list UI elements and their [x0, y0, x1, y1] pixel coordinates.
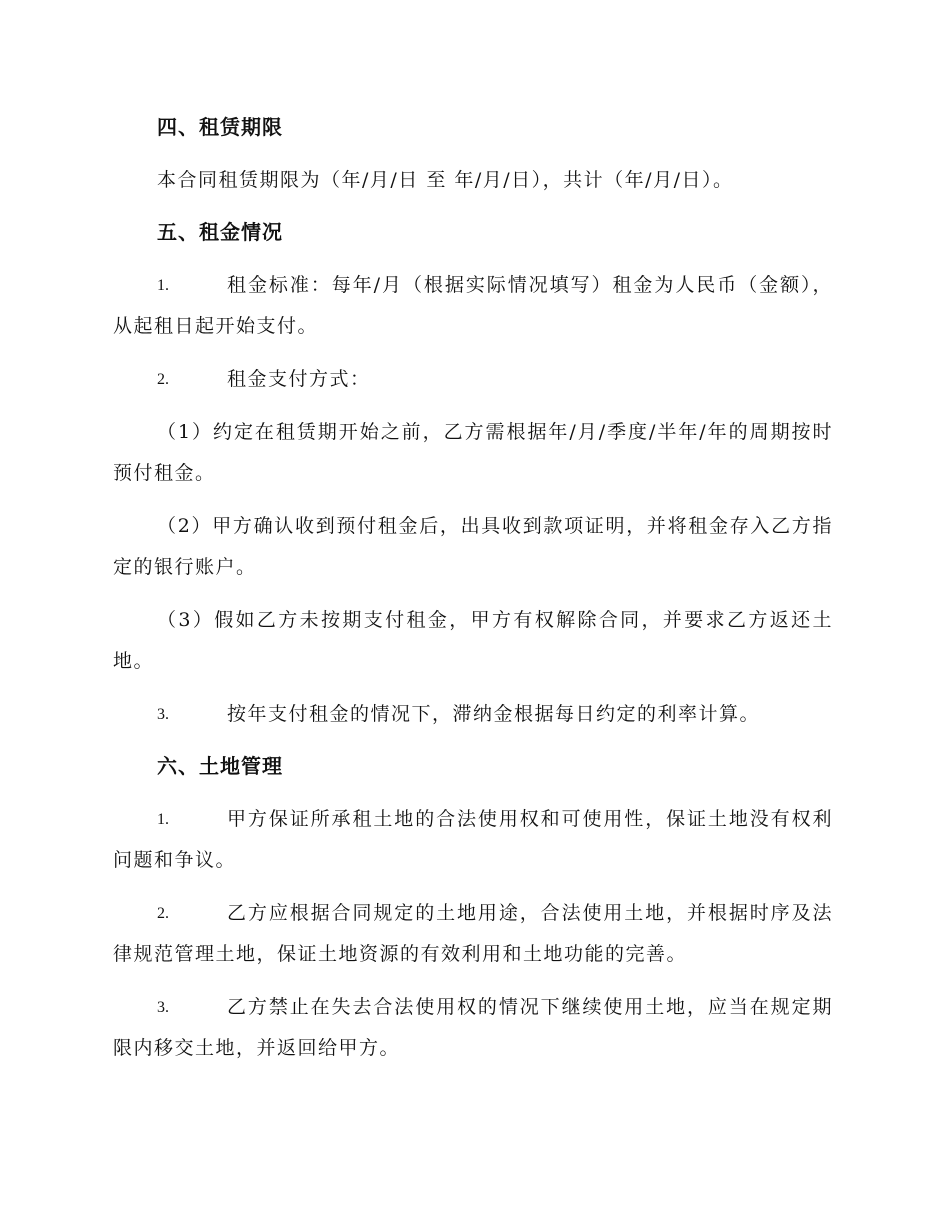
lease-term-paragraph: 本合同租赁期限为（年/月/日 至 年/月/日），共计（年/月/日）。 [157, 169, 734, 191]
item-text: 甲方保证所承租土地的合法使用权和可使用性，保证土地没有权利问题和争议。 [113, 808, 833, 871]
document-body [113, 108, 833, 1081]
section-heading-rent: 五、租金情况 [157, 220, 283, 244]
land-item-1 [113, 799, 833, 881]
rent-item-1 [113, 265, 833, 347]
rent-subitem-2: （2）甲方确认收到预付租金后，出具收到款项证明，并将租金存入乙方指定的银行账户。 [113, 515, 833, 578]
rent-item-2 [113, 359, 833, 400]
item-number: 2. [157, 371, 169, 388]
item-text: 租金标准：每年/月（根据实际情况填写）租金为人民币（金额），从起租日起开始支付。 [113, 274, 833, 337]
section-heading-land-management: 六、土地管理 [157, 754, 283, 778]
item-text: 按年支付租金的情况下，滞纳金根据每日约定的利率计算。 [227, 703, 761, 725]
section-heading-lease-term: 四、租赁期限 [157, 115, 283, 139]
item-number: 1. [157, 811, 169, 828]
item-number: 3. [157, 706, 169, 723]
rent-item-3 [113, 694, 833, 735]
item-text: 乙方应根据合同规定的土地用途，合法使用土地，并根据时序及法律规范管理土地，保证土地资源的有效利用和土地功能的完善。 [113, 902, 833, 965]
rent-subitem-1: （1）约定在租赁期开始之前，乙方需根据年/月/季度/半年/年的周期按时预付租金。 [113, 421, 833, 484]
item-text: 乙方禁止在失去合法使用权的情况下继续使用土地，应当在规定期限内移交土地，并返回给甲方。 [113, 996, 833, 1059]
rent-subitem-3: （3）假如乙方未按期支付租金，甲方有权解除合同，并要求乙方返还土地。 [113, 609, 833, 672]
item-number: 2. [157, 905, 169, 922]
land-item-2 [113, 893, 833, 975]
land-item-3 [113, 987, 833, 1069]
item-number: 3. [157, 999, 169, 1016]
item-number: 1. [157, 277, 169, 294]
item-text: 租金支付方式： [227, 368, 371, 390]
